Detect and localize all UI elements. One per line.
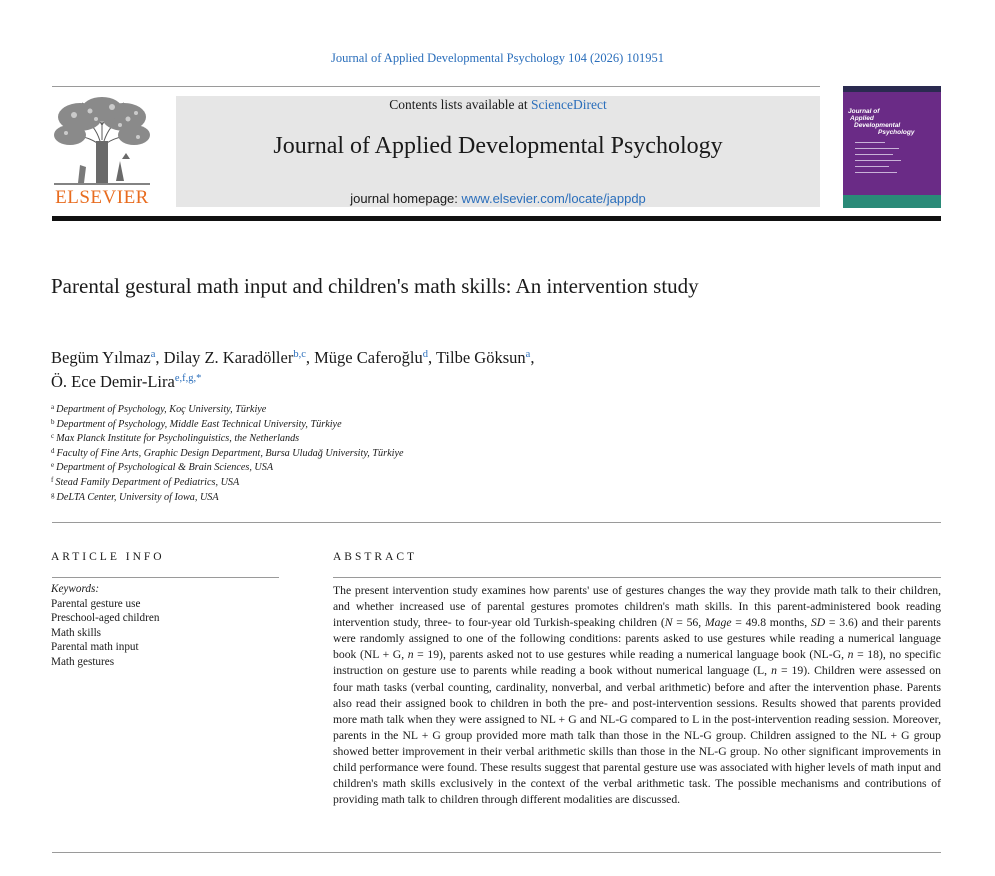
top-divider: [52, 86, 820, 87]
bottom-divider: [52, 852, 941, 853]
cover-text-line: [855, 166, 889, 167]
cover-text-line: [855, 172, 897, 173]
author-affiliation-ref[interactable]: e,f,g,*: [174, 373, 202, 384]
affiliation: [51, 476, 651, 491]
author-separator: ,: [427, 348, 436, 367]
affiliation-text: DeLTA Center, University of Iowa, USA: [56, 491, 219, 503]
author-name[interactable]: Begüm Yılmaz: [51, 348, 151, 367]
contents-line: [176, 97, 820, 113]
abstract-symbol: n: [771, 664, 777, 678]
affiliation: [51, 403, 651, 418]
cover-top-band: [843, 86, 941, 92]
affiliation-marker: d: [51, 446, 55, 455]
abstract-symbol: n: [407, 648, 414, 662]
affiliation-text: Stead Family Department of Pediatrics, USA: [55, 476, 240, 488]
cover-text-line: [855, 154, 893, 155]
author-name[interactable]: Müge Caferoğlu: [314, 348, 423, 367]
journal-cover-thumbnail[interactable]: [843, 86, 941, 208]
abstract-segment: The present intervention study examines how parents' use of gestures changes the way they provide math talk to their children, and whether increased use of parental gestures promotes children's math skills. In this parent-administered book reading intervention study, three- to four-year old Turkish-speaking children (: [333, 584, 941, 630]
affiliation-list: [51, 403, 651, 505]
abstract-symbol: SD: [810, 616, 826, 630]
affiliation-marker: f: [51, 475, 54, 484]
sciencedirect-link[interactable]: ScienceDirect: [531, 97, 607, 112]
cover-title-line: Applied: [850, 115, 874, 122]
keyword: Preschool-aged children: [51, 612, 160, 625]
author-list: [51, 346, 751, 394]
article-info-heading: ARTICLE INFO: [51, 551, 165, 563]
cover-footer-band: [843, 195, 941, 208]
contents-prefix: Contents lists available at: [389, 97, 531, 112]
author-affiliation-ref[interactable]: d: [422, 349, 428, 360]
author-separator: ,: [155, 348, 164, 367]
abstract-symbol: Mage: [704, 616, 732, 630]
affiliation: [51, 418, 651, 433]
homepage-link[interactable]: www.elsevier.com/locate/jappdp: [461, 191, 646, 206]
affiliation: [51, 491, 651, 506]
author-affiliation-ref[interactable]: a: [150, 349, 156, 360]
affiliation-text: Faculty of Fine Arts, Graphic Design Department, Bursa Uludağ University, Türkiye: [56, 447, 404, 459]
abstract-text: [333, 583, 941, 808]
keyword: Math gestures: [51, 655, 115, 668]
author-name[interactable]: Ö. Ece Demir-Lira: [51, 372, 175, 391]
paper-title: Parental gestural math input and children's math skills: An intervention study: [51, 274, 699, 298]
elsevier-tree-icon: [50, 95, 154, 187]
elsevier-logo: [50, 95, 154, 213]
abstract-symbol: n: [847, 648, 854, 662]
abstract-segment: = 3.6) and their parents were randomly assigned to one of the following conditions: parents asked to use gestures while reading a numerical language book (NL + G,: [333, 616, 941, 662]
author-separator: ,: [305, 348, 315, 367]
cover-title-line: Psychology: [878, 129, 915, 136]
affiliation-marker: a: [51, 403, 55, 411]
cover-text-line: [855, 142, 885, 143]
affiliation: [51, 461, 651, 476]
affiliation-marker: e: [51, 461, 55, 470]
affiliation-marker: c: [51, 432, 55, 441]
abstract-rule: [333, 577, 941, 578]
abstract-segment: = 56,: [672, 616, 705, 630]
author-name[interactable]: Dilay Z. Karadöller: [163, 348, 294, 367]
affiliation-text: Department of Psychological & Brain Sciences, USA: [56, 462, 274, 474]
affiliation: [51, 432, 651, 447]
affiliation-text: Department of Psychology, Koç University, Türkiye: [56, 404, 267, 415]
author-affiliation-ref[interactable]: b,c: [293, 349, 306, 360]
abstract-segment: = 18), no specific instruction on gesture use to parents while reading a book without numerical language (L,: [333, 648, 941, 678]
abstract-segment: = 19), parents asked not to use gestures while reading a numerical language book (NL-G,: [413, 648, 848, 662]
journal-title: Journal of Applied Developmental Psychology: [273, 133, 723, 159]
cover-title: [848, 108, 934, 136]
homepage-line: [176, 191, 820, 206]
cover-text-line: [855, 148, 899, 149]
affiliation-text: Max Planck Institute for Psycholinguistics, the Netherlands: [56, 433, 300, 445]
keywords-block: [51, 582, 278, 670]
keywords-label: Keywords:: [51, 583, 100, 595]
abstract-symbol: N: [664, 616, 673, 630]
author-affiliation-ref[interactable]: a: [525, 349, 531, 360]
abstract-segment: = 19). Children were assessed on four math tasks (verbal counting, cardinality, nonverbal, and verbal arithmetic) before and after the intervention phase. Parents also read their assigned book to children in both the pre- and post-intervention sessions. Results showed that parents provided more math talk when they were assigned to NL + G and NL-G compared to L in the post-intervention reading session. Moreover, parents in the NL + G group provided more math talk than those in the NL-G group. Children assigned to the NL + G group showed better improvement in their verbal arithmetic skills than those in the NL-G group. No other significant improvements in child performance were found. These results suggest that parental gesture use was associated with higher levels of math input and children's math skills exclusively in the context of the verbal arithmetic task. The possible mechanisms and contributions of providing math talk to children through different modalities are discussed.: [333, 664, 941, 807]
cover-title-line: Journal of: [848, 108, 880, 115]
keyword: Math skills: [51, 626, 102, 639]
journal-citation[interactable]: Journal of Applied Developmental Psychology 104 (2026) 101951: [331, 51, 664, 65]
abstract-heading: ABSTRACT: [333, 551, 418, 563]
keyword: Parental gesture use: [51, 597, 141, 610]
affiliation-text: Department of Psychology, Middle East Technical University, Türkiye: [56, 418, 342, 430]
homepage-prefix: journal homepage:: [350, 191, 462, 206]
article-info-rule: [52, 577, 279, 578]
elsevier-wordmark: ELSEVIER: [55, 187, 149, 208]
affiliation: [51, 447, 651, 462]
cover-title-line: Developmental: [854, 122, 901, 129]
cover-text-line: [855, 160, 901, 161]
author-separator: ,: [530, 348, 535, 367]
affiliation-marker: g: [51, 490, 55, 499]
author-name[interactable]: Tilbe Göksun: [435, 348, 526, 367]
affiliation-marker: b: [51, 417, 55, 426]
header-thick-rule: [52, 216, 941, 221]
keyword: Parental math input: [51, 641, 139, 654]
section-divider: [52, 522, 941, 523]
abstract-segment: = 49.8 months,: [731, 616, 811, 630]
